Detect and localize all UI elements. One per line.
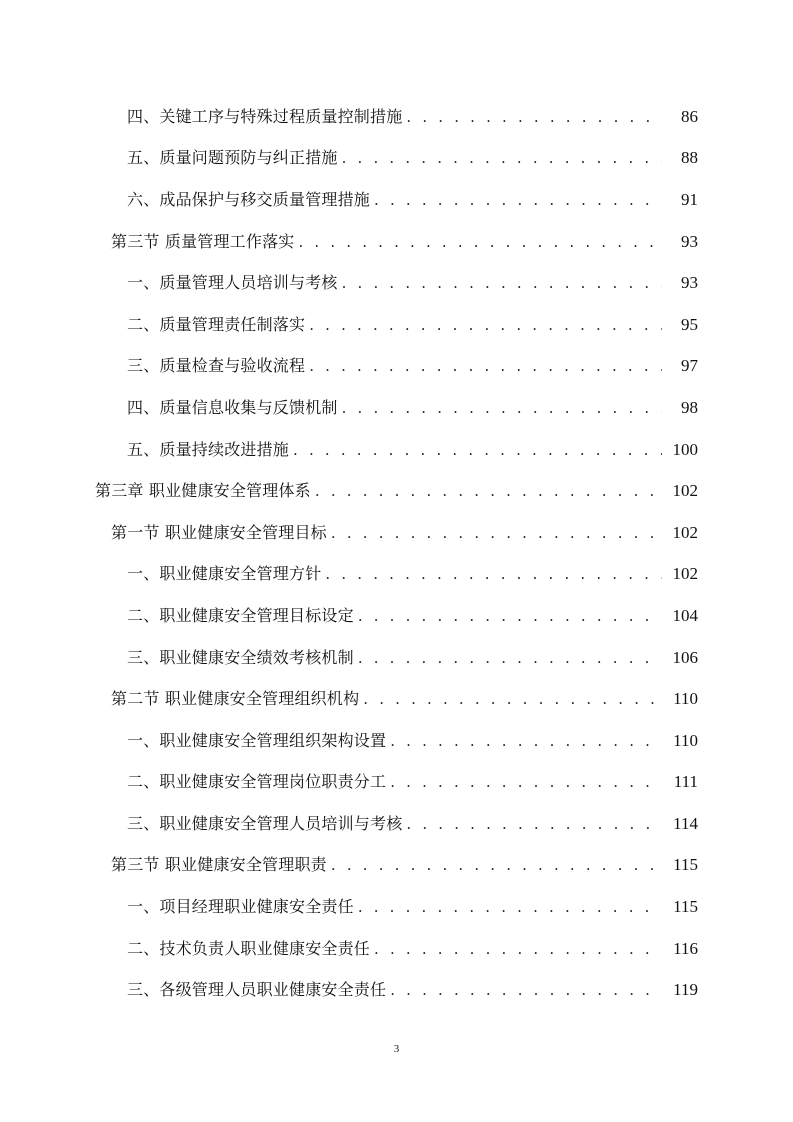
toc-subsection-entry[interactable]	[0, 262, 793, 304]
toc-entry-title: 一、项目经理职业健康安全责任	[127, 897, 354, 917]
toc-dot-leader	[374, 190, 662, 210]
toc-subsection-entry[interactable]	[0, 762, 793, 804]
toc-entry-page: 119	[673, 980, 698, 1000]
toc-subsection-entry[interactable]	[0, 595, 793, 637]
toc-entry-title: 三、各级管理人员职业健康安全责任	[127, 980, 387, 1000]
toc-entry-page: 110	[673, 730, 698, 750]
toc-entry-page: 115	[673, 855, 698, 875]
toc-subsection-entry[interactable]	[0, 304, 793, 346]
toc-entry-title: 五、质量持续改进措施	[127, 439, 290, 459]
toc-dot-leader	[342, 398, 662, 418]
toc-entry-title: 第三章 职业健康安全管理体系	[95, 481, 311, 501]
toc-entry-page: 91	[681, 189, 698, 209]
toc-dot-leader	[358, 648, 662, 668]
toc-dot-leader	[342, 148, 662, 168]
toc-entry-title: 三、职业健康安全绩效考核机制	[127, 647, 354, 667]
toc-dot-leader	[293, 440, 662, 460]
toc-entry-page: 88	[681, 148, 698, 168]
toc-dot-leader	[342, 273, 662, 293]
toc-subsection-entry[interactable]	[0, 179, 793, 221]
toc-dot-leader	[390, 772, 662, 792]
toc-section-entry[interactable]	[0, 221, 793, 263]
toc-entry-page: 93	[681, 273, 698, 293]
toc-entry-page: 102	[672, 564, 698, 584]
toc-subsection-entry[interactable]	[0, 96, 793, 138]
toc-entry-title: 一、质量管理人员培训与考核	[127, 273, 338, 293]
page-number: 3	[393, 1043, 400, 1055]
toc-dot-leader	[390, 731, 662, 751]
toc-entry-page: 116	[673, 938, 698, 958]
toc-dot-leader	[331, 855, 662, 875]
toc-entry-page: 115	[673, 897, 698, 917]
toc-dot-leader	[406, 814, 662, 834]
toc-subsection-entry[interactable]	[0, 886, 793, 928]
toc-entry-page: 111	[673, 772, 698, 792]
toc-entry-page: 102	[672, 522, 698, 542]
toc-entry-title: 五、质量问题预防与纠正措施	[127, 148, 338, 168]
toc-chapter-entry[interactable]	[0, 470, 793, 512]
toc-dot-leader	[325, 564, 662, 584]
toc-dot-leader	[358, 897, 662, 917]
toc-entry-title: 一、职业健康安全管理方针	[127, 564, 322, 584]
toc-entry-page: 102	[672, 481, 698, 501]
table-of-contents	[0, 96, 793, 1011]
toc-entry-title: 一、职业健康安全管理组织架构设置	[127, 730, 387, 750]
toc-subsection-entry[interactable]	[0, 554, 793, 596]
toc-subsection-entry[interactable]	[0, 387, 793, 429]
toc-entry-title: 第一节 职业健康安全管理目标	[111, 522, 327, 542]
toc-section-entry[interactable]	[0, 678, 793, 720]
toc-subsection-entry[interactable]	[0, 429, 793, 471]
toc-entry-page: 98	[681, 397, 698, 417]
toc-dot-leader	[390, 980, 662, 1000]
toc-dot-leader	[363, 689, 662, 709]
toc-entry-title: 第二节 职业健康安全管理组织机构	[111, 689, 360, 709]
toc-dot-leader	[299, 232, 663, 252]
toc-entry-title: 第三节 质量管理工作落实	[111, 231, 295, 251]
toc-dot-leader	[309, 315, 662, 335]
toc-entry-title: 二、技术负责人职业健康安全责任	[127, 938, 371, 958]
toc-entry-page: 95	[681, 314, 698, 334]
toc-entry-page: 100	[672, 439, 698, 459]
toc-entry-page: 106	[672, 647, 698, 667]
toc-entry-title: 六、成品保护与移交质量管理措施	[127, 189, 371, 209]
toc-entry-title: 二、职业健康安全管理目标设定	[127, 605, 354, 625]
toc-entry-title: 二、质量管理责任制落实	[127, 314, 306, 334]
toc-entry-page: 93	[681, 231, 698, 251]
toc-subsection-entry[interactable]	[0, 138, 793, 180]
toc-dot-leader	[358, 606, 662, 626]
toc-entry-title: 四、质量信息收集与反馈机制	[127, 397, 338, 417]
toc-dot-leader	[315, 481, 662, 501]
toc-entry-title: 第三节 职业健康安全管理职责	[111, 855, 327, 875]
toc-entry-title: 三、质量检查与验收流程	[127, 356, 306, 376]
toc-entry-title: 四、关键工序与特殊过程质量控制措施	[127, 106, 403, 126]
toc-dot-leader	[374, 939, 662, 959]
toc-entry-page: 104	[672, 605, 698, 625]
toc-entry-page: 114	[673, 813, 698, 833]
toc-entry-page: 110	[673, 689, 698, 709]
toc-subsection-entry[interactable]	[0, 969, 793, 1011]
toc-subsection-entry[interactable]	[0, 803, 793, 845]
toc-section-entry[interactable]	[0, 845, 793, 887]
toc-entry-page: 86	[681, 106, 698, 126]
toc-dot-leader	[406, 107, 662, 127]
toc-entry-title: 三、职业健康安全管理人员培训与考核	[127, 813, 403, 833]
toc-section-entry[interactable]	[0, 512, 793, 554]
toc-subsection-entry[interactable]	[0, 720, 793, 762]
toc-subsection-entry[interactable]	[0, 928, 793, 970]
toc-subsection-entry[interactable]	[0, 637, 793, 679]
toc-entry-page: 97	[681, 356, 698, 376]
toc-dot-leader	[309, 356, 662, 376]
toc-entry-title: 二、职业健康安全管理岗位职责分工	[127, 772, 387, 792]
toc-subsection-entry[interactable]	[0, 346, 793, 388]
toc-dot-leader	[331, 523, 662, 543]
